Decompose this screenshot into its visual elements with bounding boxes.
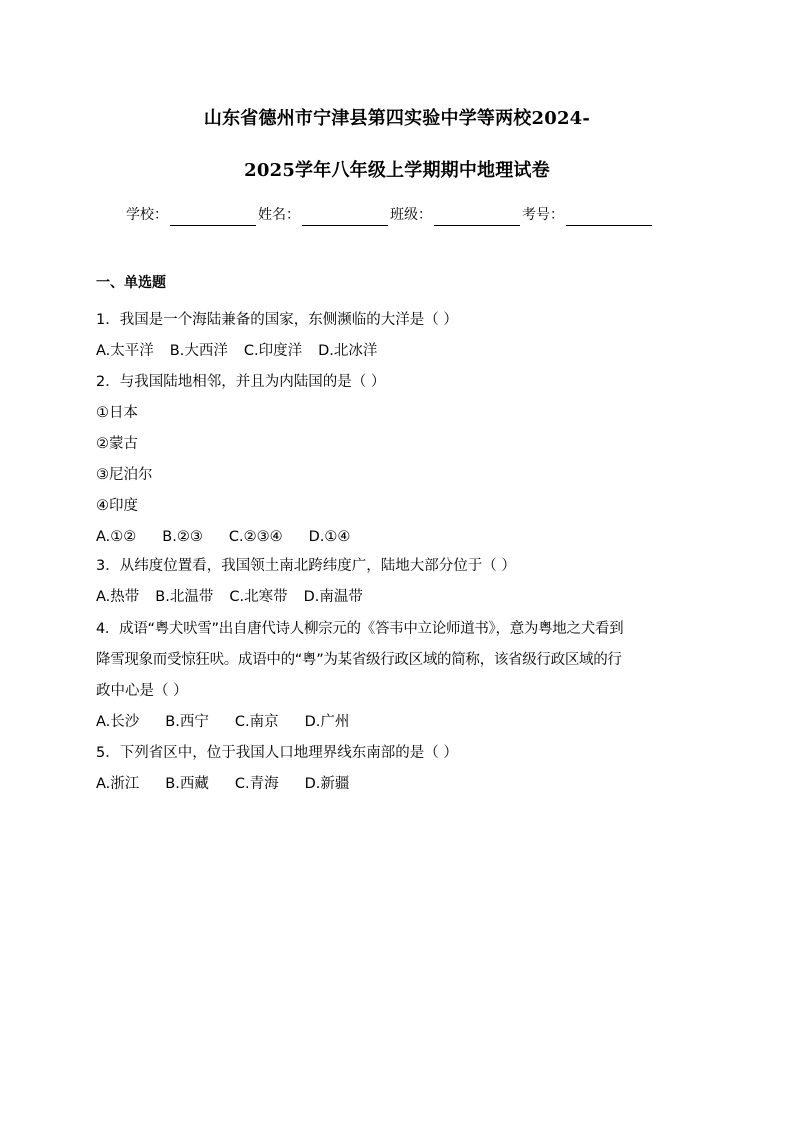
question-5-stem: 5．下列省区中，位于我国人口地理界线东南部的是（ ） (96, 745, 458, 761)
q3-option-c: C.北寒带 (229, 589, 288, 605)
q2-option-c: C.②③④ (228, 529, 283, 545)
question-4-options (96, 712, 349, 732)
q3-option-b: B.北温带 (155, 589, 214, 605)
q5-option-a: A.浙江 (96, 776, 140, 792)
class-label: 班级： (390, 207, 432, 223)
question-2-item-4: ④印度 (96, 498, 138, 514)
question-2-stem: 2．与我国陆地相邻，并且为内陆国的是（ ） (96, 374, 386, 390)
question-2-options (96, 527, 350, 547)
question-2-item-3: ③尼泊尔 (96, 467, 153, 483)
q1-option-c: C.印度洋 (243, 343, 303, 359)
exam-number-label: 考号： (522, 207, 564, 223)
name-label: 姓名： (258, 207, 300, 223)
q1-option-b: B.大西洋 (169, 343, 228, 359)
q2-option-b: B.②③ (162, 529, 203, 545)
q4-option-b: B.西宁 (165, 714, 209, 730)
q4-option-d: D.广州 (304, 714, 350, 730)
name-field (258, 204, 390, 226)
exam-title-line-2: 2025学年八年级上学期期中地理试卷 (244, 160, 550, 181)
q4-option-a: A.长沙 (96, 714, 140, 730)
exam-title-line-1: 山东省德州市宁津县第四实验中学等两校2024- (203, 108, 591, 129)
q5-option-c: C.青海 (234, 776, 279, 792)
question-1-options (96, 341, 377, 361)
question-3-options (96, 587, 363, 607)
question-4-stem-line-2: 降雪现象而受惊狂吠。成语中的“粤”为某省级行政区域的简称，该省级行政区域的行 (96, 652, 622, 668)
q5-option-b: B.西藏 (165, 776, 209, 792)
q2-option-a: A.①② (96, 529, 137, 545)
q1-option-a: A.太平洋 (96, 343, 154, 359)
q1-option-d: D.北冰洋 (318, 343, 378, 359)
name-blank[interactable] (302, 209, 388, 226)
exam-number-blank[interactable] (566, 209, 652, 226)
question-4-stem-line-1: 4．成语“粤犬吠雪”出自唐代诗人柳宗元的《答韦中立论师道书》，意为粤地之犬看到 (96, 621, 624, 637)
q5-option-d: D.新疆 (304, 776, 350, 792)
question-5-options (96, 774, 349, 794)
school-blank[interactable] (170, 209, 256, 226)
q4-option-c: C.南京 (234, 714, 279, 730)
question-4-stem-line-3: 政中心是（ ） (96, 683, 188, 699)
question-2-item-1: ①日本 (96, 405, 138, 421)
school-field (126, 204, 258, 226)
question-3-stem: 3．从纬度位置看，我国领土南北跨纬度广，陆地大部分位于（ ） (96, 558, 516, 574)
question-1-stem: 1．我国是一个海陆兼备的国家，东侧濒临的大洋是（ ） (96, 312, 458, 328)
exam-number-field (522, 204, 654, 226)
q3-option-d: D.南温带 (303, 589, 363, 605)
class-field (390, 204, 522, 226)
class-blank[interactable] (434, 209, 520, 226)
school-label: 学校： (126, 207, 168, 223)
question-2-item-2: ②蒙古 (96, 436, 138, 452)
q2-option-d: D.①④ (308, 529, 351, 545)
section-heading: 一、单选题 (96, 275, 166, 291)
student-info-row (126, 204, 654, 226)
q3-option-a: A.热带 (96, 589, 140, 605)
